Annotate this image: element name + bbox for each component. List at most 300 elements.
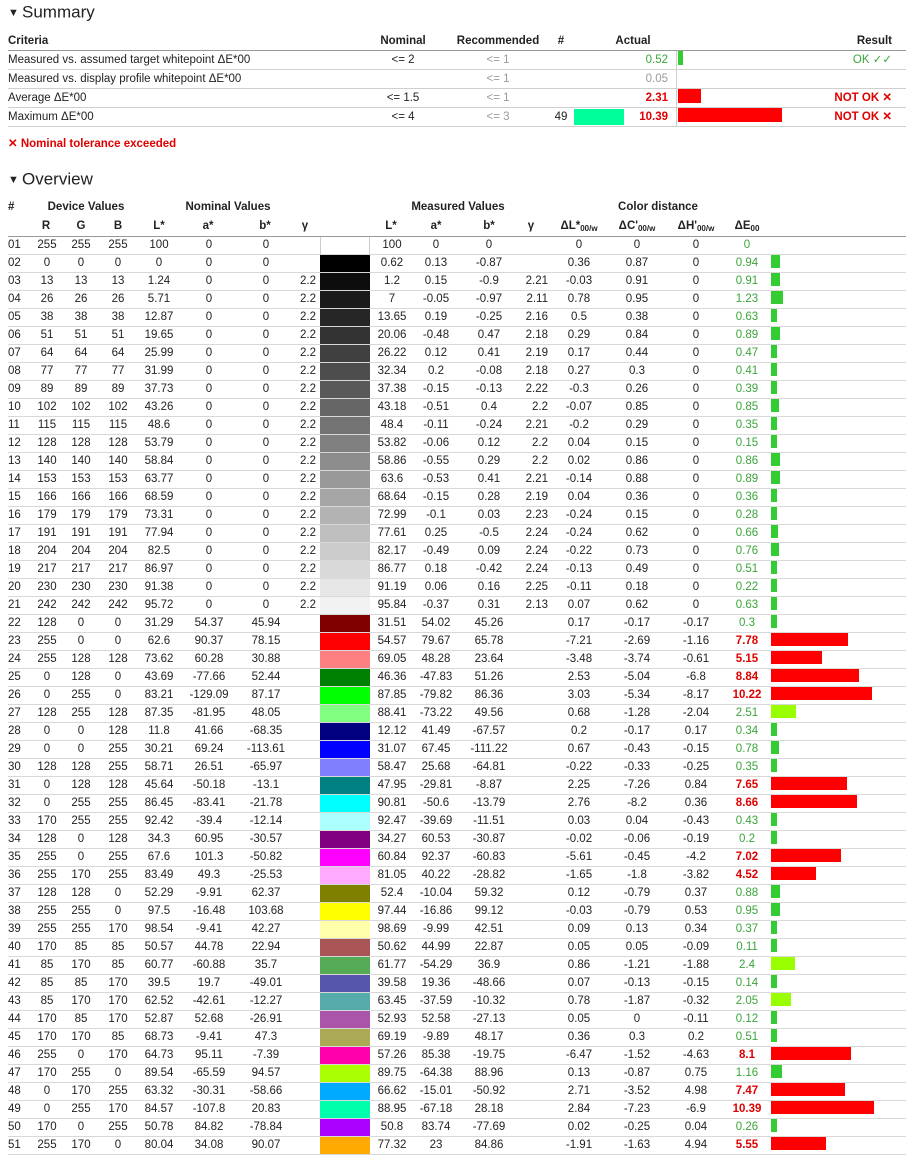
nominal-l-cell: 5.71 — [147, 293, 171, 305]
group-header-row — [8, 199, 906, 216]
nominal-a-cell: -77.66 — [192, 671, 226, 683]
table-row — [8, 255, 906, 273]
delta-e-cell: 5.15 — [735, 653, 759, 665]
bar-divider — [676, 108, 677, 126]
num-cell: 51 — [8, 1139, 21, 1151]
color-swatch — [320, 957, 370, 974]
delta-l-cell: 0.78 — [567, 293, 591, 305]
g-cell: 255 — [71, 1103, 91, 1115]
nominal-l-cell: 63.32 — [144, 1085, 174, 1097]
num-cell: 41 — [8, 959, 21, 971]
nominal-l-cell: 50.78 — [144, 1121, 174, 1133]
delta-l-cell: 0.04 — [567, 437, 591, 449]
measured-a-cell: -29.81 — [419, 779, 453, 791]
nominal-l-cell: 82.5 — [147, 545, 171, 557]
delta-c-cell: -0.17 — [623, 725, 651, 737]
color-swatch — [320, 867, 370, 884]
delta-c-cell: 0.3 — [629, 1031, 645, 1043]
color-swatch — [320, 651, 370, 668]
color-swatch — [320, 1047, 370, 1064]
color-swatch — [320, 903, 370, 920]
table-row — [8, 399, 906, 417]
delta-e-cell: 0.11 — [736, 941, 758, 953]
delta-l-cell: 0.04 — [567, 491, 591, 503]
nominal-a-cell: 0 — [205, 527, 213, 539]
b-cell: 170 — [108, 1049, 128, 1061]
summary-row — [8, 108, 906, 127]
delta-l-cell: 0.17 — [567, 617, 591, 629]
b-cell: 204 — [108, 545, 128, 557]
delta-h-cell: 4.94 — [684, 1139, 708, 1151]
num-cell: 10 — [8, 401, 21, 413]
measured-b-cell: 0.41 — [477, 473, 501, 485]
g-cell: 64 — [74, 347, 88, 359]
delta-l-cell: 2.25 — [567, 779, 591, 791]
nominal-b-cell: 78.15 — [251, 635, 281, 647]
delta-c-cell: -0.87 — [623, 1067, 651, 1079]
delta-l-cell: 0.36 — [567, 257, 591, 269]
g-cell: 0 — [77, 725, 85, 737]
summary-header-row — [8, 32, 906, 51]
delta-l-cell: 0.05 — [567, 941, 591, 953]
b-cell: 38 — [111, 311, 125, 323]
number-cell: 49 — [554, 111, 568, 123]
nominal-b-cell: 0 — [262, 509, 270, 521]
nominal-a-cell: -30.31 — [192, 1085, 226, 1097]
color-swatch — [320, 813, 370, 830]
measured-a-cell: 0.25 — [424, 527, 448, 539]
r-cell: 38 — [40, 311, 54, 323]
delta-l-cell: 0.5 — [571, 311, 587, 323]
nominal-b-cell: -21.78 — [249, 797, 283, 809]
header-measured-gamma: γ — [527, 220, 535, 232]
measured-b-cell: -64.81 — [472, 761, 506, 773]
nominal-a-cell: 0 — [205, 419, 213, 431]
measured-gamma-cell: 2.21 — [525, 275, 548, 287]
delta-e-cell: 1.16 — [735, 1067, 759, 1079]
nominal-l-cell: 73.62 — [144, 653, 174, 665]
nominal-b-cell: 45.94 — [251, 617, 281, 629]
color-swatch — [320, 1029, 370, 1046]
measured-gamma-cell: 2.22 — [525, 383, 548, 395]
delta-e-cell: 7.65 — [735, 779, 759, 791]
color-swatch — [320, 489, 370, 506]
r-cell: 170 — [37, 815, 57, 827]
g-cell: 166 — [71, 491, 91, 503]
actual-cell: 0.05 — [645, 73, 668, 85]
b-cell: 255 — [108, 869, 128, 881]
table-row — [8, 417, 906, 435]
nominal-gamma-cell: 2.2 — [300, 347, 316, 359]
delta-h-cell: 0 — [692, 383, 700, 395]
delta-c-cell: 0.88 — [625, 473, 649, 485]
measured-a-cell: 83.74 — [421, 1121, 451, 1133]
group-device-values: Device Values — [47, 201, 125, 213]
b-cell: 255 — [108, 761, 128, 773]
r-cell: 0 — [43, 743, 51, 755]
delta-c-cell: 0.36 — [625, 491, 649, 503]
color-swatch — [320, 543, 370, 560]
bar-divider — [676, 89, 677, 107]
measured-l-cell: 88.95 — [377, 1103, 407, 1115]
nominal-a-cell: 19.7 — [197, 977, 221, 989]
table-row — [8, 921, 906, 939]
b-cell: 77 — [111, 365, 125, 377]
delta-h-cell: 0 — [692, 401, 700, 413]
measured-b-cell: -0.97 — [475, 293, 503, 305]
measured-a-cell: 52.58 — [421, 1013, 451, 1025]
delta-l-cell: 0 — [575, 239, 583, 251]
color-swatch — [320, 399, 370, 416]
table-row — [8, 561, 906, 579]
num-cell: 25 — [8, 671, 21, 683]
delta-h-cell: 0 — [692, 365, 700, 377]
delta-h-cell: -0.19 — [682, 833, 710, 845]
delta-c-cell: 0.62 — [625, 599, 649, 611]
table-row — [8, 309, 906, 327]
delta-c-cell: 0.86 — [625, 455, 649, 467]
delta-h-cell: 0.37 — [684, 887, 708, 899]
recommended-cell: <= 1 — [486, 54, 510, 66]
delta-c-cell: -5.34 — [623, 689, 651, 701]
summary-row — [8, 89, 906, 108]
measured-a-cell: -9.89 — [422, 1031, 450, 1043]
nominal-a-cell: 0 — [205, 545, 213, 557]
delta-l-cell: 0.78 — [567, 995, 591, 1007]
delta-e-bar — [771, 1119, 777, 1132]
delta-l-cell: -0.22 — [565, 761, 593, 773]
nominal-gamma-cell: 2.2 — [300, 383, 316, 395]
delta-e-bar — [771, 327, 780, 340]
nominal-l-cell: 53.79 — [144, 437, 174, 449]
color-swatch — [320, 759, 370, 776]
actual-bar — [678, 89, 701, 103]
measured-gamma-cell: 2.18 — [525, 329, 548, 341]
nominal-l-cell: 30.21 — [144, 743, 174, 755]
b-cell: 153 — [108, 473, 128, 485]
measured-a-cell: -0.53 — [422, 473, 450, 485]
measured-b-cell: 0.12 — [477, 437, 501, 449]
nominal-a-cell: -9.41 — [195, 923, 223, 935]
delta-c-cell: -8.2 — [627, 797, 647, 809]
delta-e-bar — [771, 723, 777, 736]
color-swatch — [320, 1083, 370, 1100]
measured-b-cell: -0.25 — [475, 311, 503, 323]
measured-gamma-cell: 2.2 — [532, 401, 548, 413]
delta-e-cell: 8.84 — [735, 671, 759, 683]
delta-e-bar — [771, 417, 777, 430]
measured-l-cell: 69.19 — [377, 1031, 407, 1043]
delta-e-bar — [771, 273, 780, 286]
nominal-b-cell: 0 — [262, 491, 270, 503]
delta-h-cell: 0 — [692, 275, 700, 287]
nominal-a-cell: 101.3 — [194, 851, 224, 863]
g-cell: 0 — [77, 1049, 85, 1061]
color-swatch — [320, 363, 370, 380]
delta-h-cell: 0 — [692, 257, 700, 269]
delta-c-cell: 0 — [633, 1013, 641, 1025]
delta-e-bar — [771, 255, 780, 268]
measured-b-cell: -28.82 — [472, 869, 506, 881]
delta-c-cell: 0.05 — [625, 941, 649, 953]
g-cell: 191 — [71, 527, 91, 539]
color-swatch — [320, 453, 370, 470]
delta-h-cell: -2.04 — [682, 707, 710, 719]
collapse-triangle-icon[interactable]: ▼ — [8, 6, 19, 19]
nominal-b-cell: 0 — [262, 473, 270, 485]
num-cell: 24 — [8, 653, 21, 665]
r-cell: 102 — [37, 401, 57, 413]
delta-h-cell: -0.09 — [682, 941, 710, 953]
nominal-l-cell: 92.42 — [144, 815, 174, 827]
table-row — [8, 669, 906, 687]
nominal-b-cell: 87.17 — [251, 689, 281, 701]
delta-e-cell: 0.39 — [735, 383, 759, 395]
delta-c-cell: 0.29 — [625, 419, 649, 431]
nominal-a-cell: 0 — [205, 311, 213, 323]
b-cell: 255 — [108, 815, 128, 827]
nominal-b-cell: 0 — [262, 545, 270, 557]
b-cell: 170 — [108, 977, 128, 989]
g-cell: 0 — [77, 851, 85, 863]
table-row — [8, 849, 906, 867]
nominal-l-cell: 62.52 — [144, 995, 174, 1007]
header-delta-e: $\Delta E_{00}$ — [734, 220, 760, 233]
color-swatch — [320, 921, 370, 938]
measured-b-cell: 0.47 — [477, 329, 501, 341]
num-cell: 47 — [8, 1067, 21, 1079]
nominal-l-cell: 67.6 — [147, 851, 171, 863]
color-swatch — [320, 669, 370, 686]
nominal-cell: <= 2 — [391, 54, 415, 66]
b-cell: 128 — [108, 725, 128, 737]
delta-e-bar — [771, 777, 847, 790]
delta-c-cell: 0.73 — [625, 545, 649, 557]
color-swatch — [320, 993, 370, 1010]
delta-c-cell: 0.44 — [625, 347, 649, 359]
delta-e-bar — [771, 471, 780, 484]
delta-h-cell: 0 — [692, 581, 700, 593]
g-cell: 153 — [71, 473, 91, 485]
delta-e-bar — [771, 939, 777, 952]
header-measured-l: L* — [385, 220, 397, 232]
nominal-l-cell: 91.38 — [144, 581, 174, 593]
b-cell: 0 — [114, 257, 122, 269]
delta-h-cell: 0 — [692, 491, 700, 503]
delta-l-cell: 2.76 — [567, 797, 591, 809]
delta-e-bar — [771, 291, 783, 304]
b-cell: 85 — [111, 1031, 125, 1043]
measured-l-cell: 63.45 — [377, 995, 407, 1007]
num-cell: 14 — [8, 473, 21, 485]
header-b: B — [113, 220, 123, 232]
nominal-a-cell: 0 — [205, 401, 213, 413]
g-cell: 170 — [71, 959, 91, 971]
r-cell: 242 — [37, 599, 57, 611]
measured-b-cell: 84.86 — [474, 1139, 504, 1151]
nominal-a-cell: -42.61 — [192, 995, 226, 1007]
b-cell: 128 — [108, 779, 128, 791]
nominal-b-cell: 0 — [262, 275, 270, 287]
g-cell: 170 — [71, 995, 91, 1007]
table-row — [8, 993, 906, 1011]
measured-a-cell: -54.29 — [419, 959, 453, 971]
measured-l-cell: 58.47 — [377, 761, 407, 773]
measured-b-cell: 99.12 — [474, 905, 504, 917]
num-cell: 29 — [8, 743, 21, 755]
delta-l-cell: -0.24 — [565, 527, 593, 539]
measured-a-cell: 0.13 — [424, 257, 448, 269]
overview-heading[interactable] — [8, 169, 93, 190]
measured-a-cell: 0.15 — [424, 275, 448, 287]
color-swatch — [320, 1137, 370, 1154]
nominal-cell: <= 4 — [391, 111, 415, 123]
num-cell: 20 — [8, 581, 21, 593]
nominal-b-cell: 0 — [262, 599, 270, 611]
g-cell: 140 — [71, 455, 91, 467]
delta-l-cell: -6.47 — [565, 1049, 593, 1061]
result-cell — [798, 89, 892, 107]
delta-e-bar — [771, 741, 779, 754]
measured-l-cell: 7 — [388, 293, 396, 305]
nominal-l-cell: 83.49 — [144, 869, 174, 881]
measured-b-cell: -67.57 — [472, 725, 506, 737]
g-cell: 85 — [74, 941, 88, 953]
table-row — [8, 1047, 906, 1065]
measured-gamma-cell: 2.25 — [525, 581, 548, 593]
delta-c-cell: 0.26 — [625, 383, 649, 395]
delta-h-cell: -3.82 — [682, 869, 710, 881]
b-cell: 0 — [114, 1067, 122, 1079]
num-cell: 23 — [8, 635, 21, 647]
nominal-a-cell: 0 — [205, 365, 213, 377]
r-cell: 0 — [43, 797, 51, 809]
nominal-gamma-cell: 2.2 — [300, 491, 316, 503]
delta-l-cell: 0.07 — [567, 599, 591, 611]
delta-l-cell: -0.13 — [565, 563, 593, 575]
nominal-a-cell: -65.59 — [192, 1067, 226, 1079]
g-cell: 115 — [71, 419, 91, 431]
color-swatch — [320, 507, 370, 524]
nominal-l-cell: 58.71 — [144, 761, 174, 773]
r-cell: 0 — [43, 689, 51, 701]
delta-e-bar — [771, 1083, 845, 1096]
nominal-b-cell: -113.61 — [246, 743, 286, 755]
num-cell: 27 — [8, 707, 21, 719]
color-swatch — [320, 237, 370, 254]
g-cell: 0 — [77, 617, 85, 629]
measured-a-cell: 0.19 — [424, 311, 448, 323]
measured-a-cell: -0.55 — [422, 455, 450, 467]
delta-e-bar — [771, 831, 777, 844]
table-row — [8, 1119, 906, 1137]
delta-h-cell: 0 — [692, 239, 700, 251]
nominal-a-cell: 54.37 — [194, 617, 224, 629]
r-cell: 128 — [37, 707, 57, 719]
nominal-b-cell: -68.35 — [249, 725, 283, 737]
table-row — [8, 273, 906, 291]
measured-b-cell: 0.31 — [477, 599, 501, 611]
delta-e-bar — [771, 687, 872, 700]
delta-c-cell: 0.62 — [625, 527, 649, 539]
delta-e-cell: 0.78 — [735, 743, 759, 755]
header-nominal-b: b* — [259, 220, 271, 232]
nominal-gamma-cell: 2.2 — [300, 419, 316, 431]
collapse-triangle-icon[interactable]: ▼ — [8, 173, 19, 186]
color-swatch — [320, 885, 370, 902]
nominal-b-cell: 0 — [262, 347, 270, 359]
measured-a-cell: -0.05 — [422, 293, 450, 305]
summary-row — [8, 51, 906, 70]
delta-h-cell: -0.32 — [682, 995, 710, 1007]
delta-l-cell: -3.48 — [565, 653, 593, 665]
column-header-row — [8, 216, 906, 237]
delta-e-bar — [771, 921, 777, 934]
b-cell: 230 — [108, 581, 128, 593]
b-cell: 0 — [114, 887, 122, 899]
num-cell: 36 — [8, 869, 21, 881]
delta-c-cell: 0.85 — [625, 401, 649, 413]
delta-c-cell: -5.04 — [623, 671, 651, 683]
delta-c-cell: -0.33 — [623, 761, 651, 773]
delta-c-cell: 0.04 — [625, 815, 649, 827]
measured-l-cell: 82.17 — [377, 545, 407, 557]
delta-l-cell: 2.84 — [567, 1103, 591, 1115]
delta-e-cell: 0.88 — [735, 887, 759, 899]
nominal-l-cell: 77.94 — [144, 527, 174, 539]
nominal-l-cell: 84.57 — [144, 1103, 174, 1115]
delta-l-cell: 3.03 — [567, 689, 591, 701]
g-cell: 170 — [71, 1139, 91, 1151]
delta-e-cell: 0.22 — [735, 581, 759, 593]
measured-a-cell: 54.02 — [421, 617, 451, 629]
delta-h-cell: 0 — [692, 509, 700, 521]
measured-l-cell: 26.22 — [377, 347, 407, 359]
actual-bar — [678, 108, 782, 122]
delta-l-cell: -0.03 — [565, 905, 593, 917]
delta-c-cell: -1.87 — [623, 995, 651, 1007]
measured-l-cell: 87.85 — [377, 689, 407, 701]
r-cell: 77 — [40, 365, 54, 377]
delta-c-cell: -0.79 — [623, 887, 651, 899]
delta-e-bar — [771, 795, 857, 808]
summary-heading[interactable] — [8, 2, 95, 23]
measured-gamma-cell: 2.16 — [525, 311, 548, 323]
r-cell: 89 — [40, 383, 54, 395]
measured-l-cell: 91.19 — [377, 581, 407, 593]
delta-e-bar — [771, 957, 795, 970]
delta-e-cell: 0.15 — [735, 437, 759, 449]
delta-l-cell: 0.2 — [571, 725, 587, 737]
delta-c-cell: 0.95 — [625, 293, 649, 305]
g-cell: 38 — [74, 311, 88, 323]
summary-title: Summary — [22, 2, 95, 22]
nominal-a-cell: 0 — [205, 437, 213, 449]
nominal-a-cell: 0 — [205, 509, 213, 521]
r-cell: 140 — [37, 455, 57, 467]
r-cell: 255 — [37, 635, 57, 647]
measured-a-cell: 60.53 — [421, 833, 451, 845]
table-row — [8, 975, 906, 993]
header-measured-a: a* — [430, 220, 442, 232]
nominal-l-cell: 43.69 — [144, 671, 174, 683]
measured-a-cell: -0.49 — [422, 545, 450, 557]
delta-e-cell: 8.1 — [739, 1049, 755, 1061]
b-cell: 0 — [114, 689, 122, 701]
delta-l-cell: -0.14 — [565, 473, 593, 485]
result-text: NOT OK — [834, 92, 880, 104]
delta-e-cell: 0.47 — [735, 347, 759, 359]
